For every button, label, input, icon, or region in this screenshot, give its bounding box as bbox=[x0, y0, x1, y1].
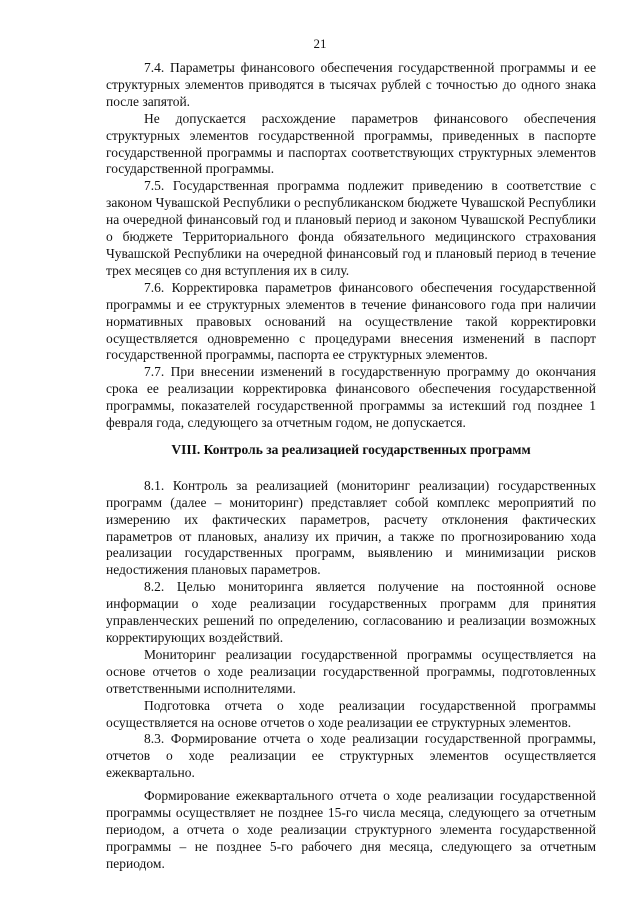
paragraph-7-6: 7.6. Корректировка параметров финансового обеспечения государственной программы и ее структурных элементов в течение финансового года при наличии нормативных правовых оснований на осуществление такой корректировки осуществляется одновременно с процедурами внесения изменений в паспорт государственной программы, паспорта ее структурных элементов. bbox=[106, 279, 596, 363]
section-heading-viii: VIII. Контроль за реализацией государственных программ bbox=[171, 441, 531, 457]
page-body bbox=[106, 60, 596, 873]
paragraph-7-4-discrepancy: Не допускается расхождение параметров финансового обеспечения структурных элементов государственной программы, приведенных в паспорте государственной программы и паспортах соответствующих структурных элементов государственной программы. bbox=[106, 110, 596, 177]
paragraph-8-1: 8.1. Контроль за реализацией (мониторинг реализации) государственных программ (далее – мониторинг) представляет собой комплекс мероприятий по измерению их фактических параметров, расчету отклонения фактических параметров от плановых, анализу их причин, а также по прогнозированию хода реализации государственных программ, выявлению и минимизации рисков недостижения плановых параметров. bbox=[106, 477, 596, 578]
paragraph-7-4: 7.4. Параметры финансового обеспечения государственной программы и ее структурных элементов приводятся в тысячах рублей с точностью до одного знака после запятой. bbox=[106, 60, 596, 109]
paragraph-7-7: 7.7. При внесении изменений в государственную программу до окончания срока ее реализации корректировка финансового обеспечения государственной программы, показателей государственной программы за истекший год позднее 1 февраля года, следующего за отчетным годом, не допускается. bbox=[106, 364, 596, 431]
paragraph-8-3: 8.3. Формирование отчета о ходе реализации государственной программы, отчетов о ходе реализации ее структурных элементов осуществляется ежеквартально. bbox=[106, 731, 596, 781]
paragraph-8-2-report-preparation: Подготовка отчета о ходе реализации государственной программы осуществляется на основе отчетов о ходе реализации ее структурных элементов. bbox=[106, 697, 596, 730]
paragraph-7-5: 7.5. Государственная программа подлежит приведению в соответствие с законом Чувашской Республики о республиканском бюджете Чувашской Республики на очередной финансовый год и плановый период и законом Чувашской Республики о бюджете Территориального фонда обязательного медицинского страхования Чувашской Республики на очередной финансовый год и плановый период в течение трех месяцев со дня вступления их в силу. bbox=[106, 178, 596, 278]
paragraph-8-2: 8.2. Целью мониторинга является получение на постоянной основе информации о ходе реализации государственных программ для принятия управленческих решений по определению, согласованию и реализации возможных корректирующих воздействий. bbox=[106, 579, 596, 645]
paragraph-8-3-quarterly-report: Формирование ежеквартального отчета о ходе реализации государственной программы осуществляет не позднее 15-го числа месяца, следующего за отчетным периодом, а отчета о ходе реализации структурного элемента государственной программы – не позднее 5-го рабочего дня месяца, следующего за отчетным периодом. bbox=[106, 788, 596, 871]
paragraph-8-2-monitoring-basis: Мониторинг реализации государственной программы осуществляется на основе отчетов о ходе реализации государственной программы, подготовленных ответственными исполнителями. bbox=[106, 646, 596, 696]
page-number: 21 bbox=[313, 36, 327, 51]
